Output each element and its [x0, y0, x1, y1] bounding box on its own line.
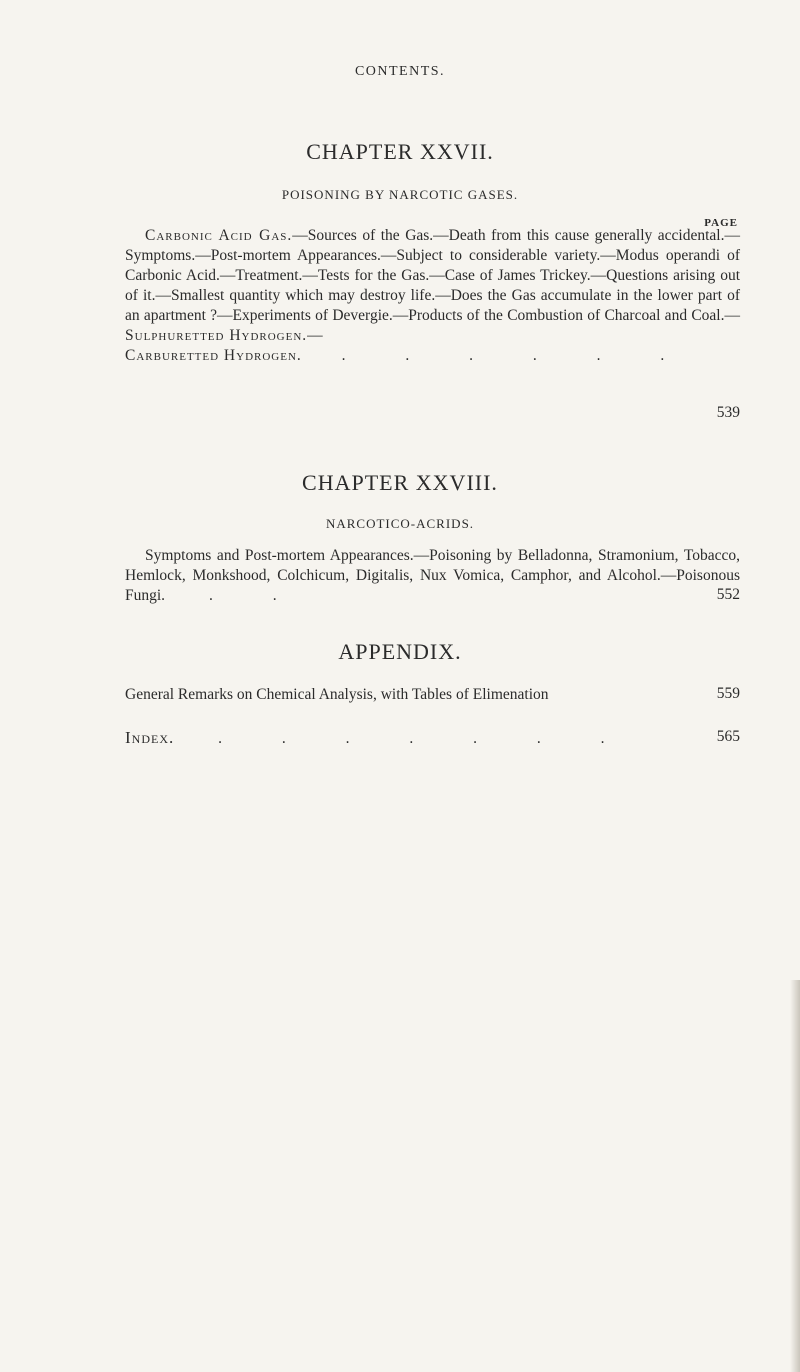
carbonic-acid-heading: Carbonic Acid Gas.: [145, 227, 293, 244]
chapter-27-title: CHAPTER XXVII.: [306, 139, 494, 164]
appendix-entry: General Remarks on Chemical Analysis, with Tables of Elimenation: [125, 686, 549, 703]
chapter-27-summary: [125, 226, 740, 366]
chapter-28-subtitle: NARCOTICO-ACRIDS.: [325, 516, 475, 531]
index-leader-dots: . . . . . . .: [218, 730, 633, 747]
chapter-27-text: —Sources of the Gas.—Death from this cause generally accidental.—Symptoms.—Post-mortem Appearances.—Subject to considerable variety.—Modus operandi of Carbonic Acid.—Treatment.—Tests for the Gas.—Case of James Trickey.—Questions arising out of it.—Smallest quantity which may destroy life.—Does the Gas accumulate in the lower part of an apartment ?—Experiments of Devergie.—Products of the Combustion of Charcoal and Coal.—: [125, 227, 740, 324]
chapter-28-title: CHAPTER XXVIII.: [302, 470, 498, 495]
chapter-28-text: Symptoms and Post-mortem Appearances.—Poisoning by Belladonna, Stramonium, Tobacco, Hemlock, Monkshood, Colchicum, Digitalis, Nux Vomica, Camphor, and Alcohol.—Poisonous Fungi.: [125, 547, 740, 604]
carburetted-hydrogen-heading: Carburetted Hydrogen.: [125, 347, 302, 364]
chapter-27-page-number: 539: [716, 404, 740, 421]
page-column-label: PAGE: [704, 217, 738, 229]
page-edge-shadow: [790, 980, 800, 1372]
chapter-27-dash: —: [307, 327, 323, 344]
index-label: Index.: [125, 728, 175, 747]
chapter-27-subtitle: POISONING BY NARCOTIC GASES.: [281, 187, 519, 202]
chapter-28-page-number: 552: [716, 586, 740, 603]
chapter-28-leader-dots: . .: [208, 587, 305, 604]
appendix-title: APPENDIX.: [338, 639, 462, 664]
index-entry: [125, 728, 685, 749]
appendix-page-number: 559: [716, 685, 740, 702]
chapter-28-summary: [125, 546, 740, 606]
chapter-27-leader-dots: . . . . . .: [341, 347, 693, 364]
index-page-number: 565: [716, 728, 740, 745]
sulphuretted-hydrogen-heading: Sulphuretted Hydrogen.: [125, 327, 308, 344]
running-head: CONTENTS.: [354, 64, 446, 79]
